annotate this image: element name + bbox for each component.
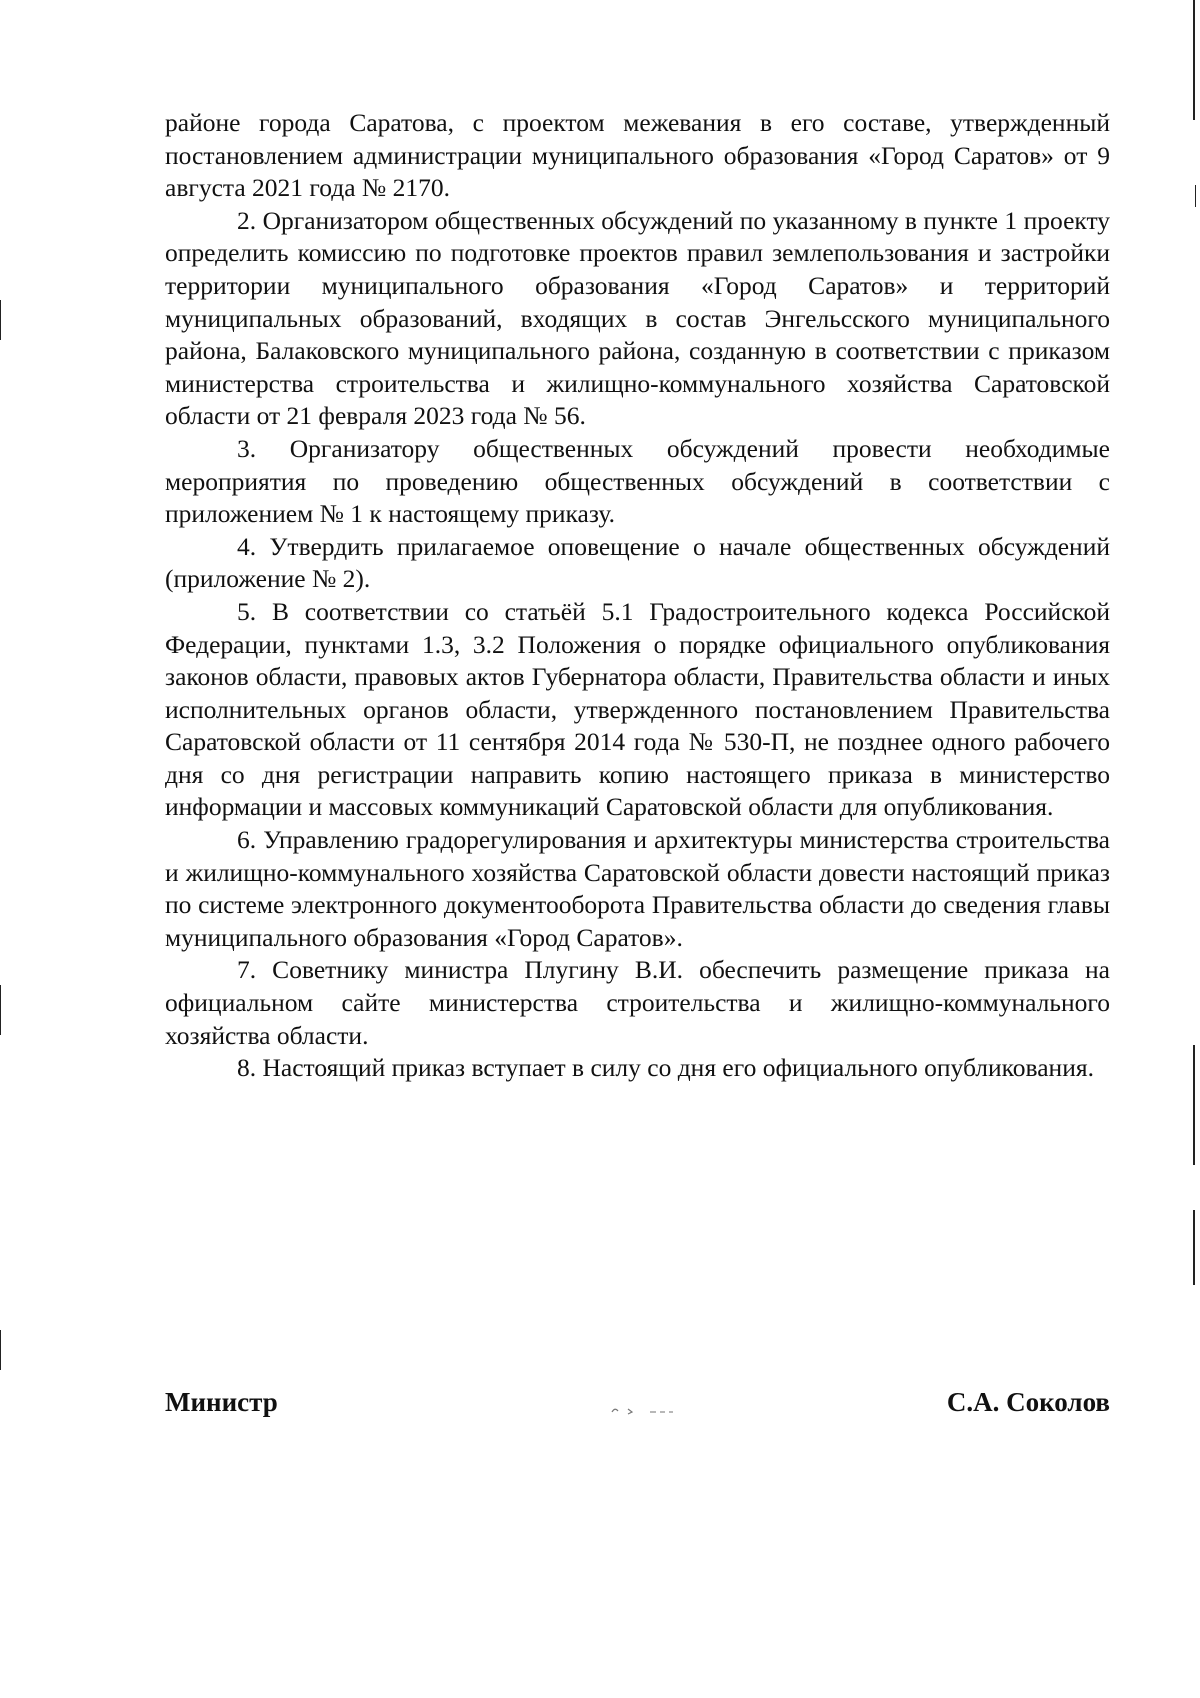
scan-edge-mark: [0, 1330, 1, 1370]
paragraph-7: 7. Советнику министра Плугину В.И. обеспечить размещение приказа на официальном сайте министерства строительства и жилищно-коммунального хозяйства области.: [165, 955, 1110, 1050]
document-body: [165, 107, 1110, 1085]
scan-edge-mark: [1193, 1210, 1195, 1285]
paragraph-8: 8. Настоящий приказ вступает в силу со дня его официального опубликования.: [237, 1053, 1094, 1083]
paragraph-3: 3. Организатору общественных обсуждений провести необходимые мероприятия по проведению общественных обсуждений в соответствии с приложением № 1 к настоящему приказу.: [165, 433, 1110, 529]
paragraph-4: 4. Утвердить прилагаемое оповещение о начале общественных обсуждений (приложение № 2).: [165, 531, 1110, 594]
signatory-name: С.А. Соколов: [946, 1387, 1110, 1417]
signatory-role: Министр: [165, 1387, 278, 1417]
paragraph-5: 5. В соответствии со статьёй 5.1 Градостроительного кодекса Российской Федерации, пунктами 1.3, 3.2 Положения о порядке официального опубликования законов области, правовых актов Губернатора области, Правительства области и иных исполнительных органов области, утвержденного постановлением Правительства Саратовской области от 11 сентября 2014 года № 530-П, не позднее одного рабочего дня со дня регистрации направить копию настоящего приказа в министерство информации и массовых коммуникаций Саратовской области для опубликования.: [165, 596, 1110, 822]
scan-edge-mark: [1193, 0, 1195, 120]
signature-stamp-marks: [610, 1403, 700, 1417]
scan-edge-mark: [1193, 1045, 1195, 1165]
paragraph-6: 6. Управлению градорегулирования и архитектуры министерства строительства и жилищно-коммунального хозяйства Саратовской области довести настоящий приказ по системе электронного документооборота Правительства области до сведения главы муниципального образования «Город Саратов».: [165, 825, 1110, 952]
scan-edge-mark: [1195, 185, 1196, 207]
scan-edge-mark: [0, 300, 1, 340]
paragraph-2: 2. Организатором общественных обсуждений по указанному в пункте 1 проекту определить комиссию по подготовке проектов правил землепользования и застройки территории муниципального образования «Город Саратов» и территорий муниципальных образований, входящих в состав Энгельсского муниципального района, Балаковского муниципального района, созданную в соответствии с приказом министерства строительства и жилищно-коммунального хозяйства Саратовской области от 21 февраля 2023 года № 56.: [165, 205, 1110, 431]
scan-edge-mark: [0, 985, 1, 1035]
paragraph-1-continuation: районе города Саратова, с проектом межевания в его составе, утвержденный постановлением администрации муниципального образования «Город Саратов» от 9 августа 2021 года № 2170.: [165, 108, 1110, 203]
